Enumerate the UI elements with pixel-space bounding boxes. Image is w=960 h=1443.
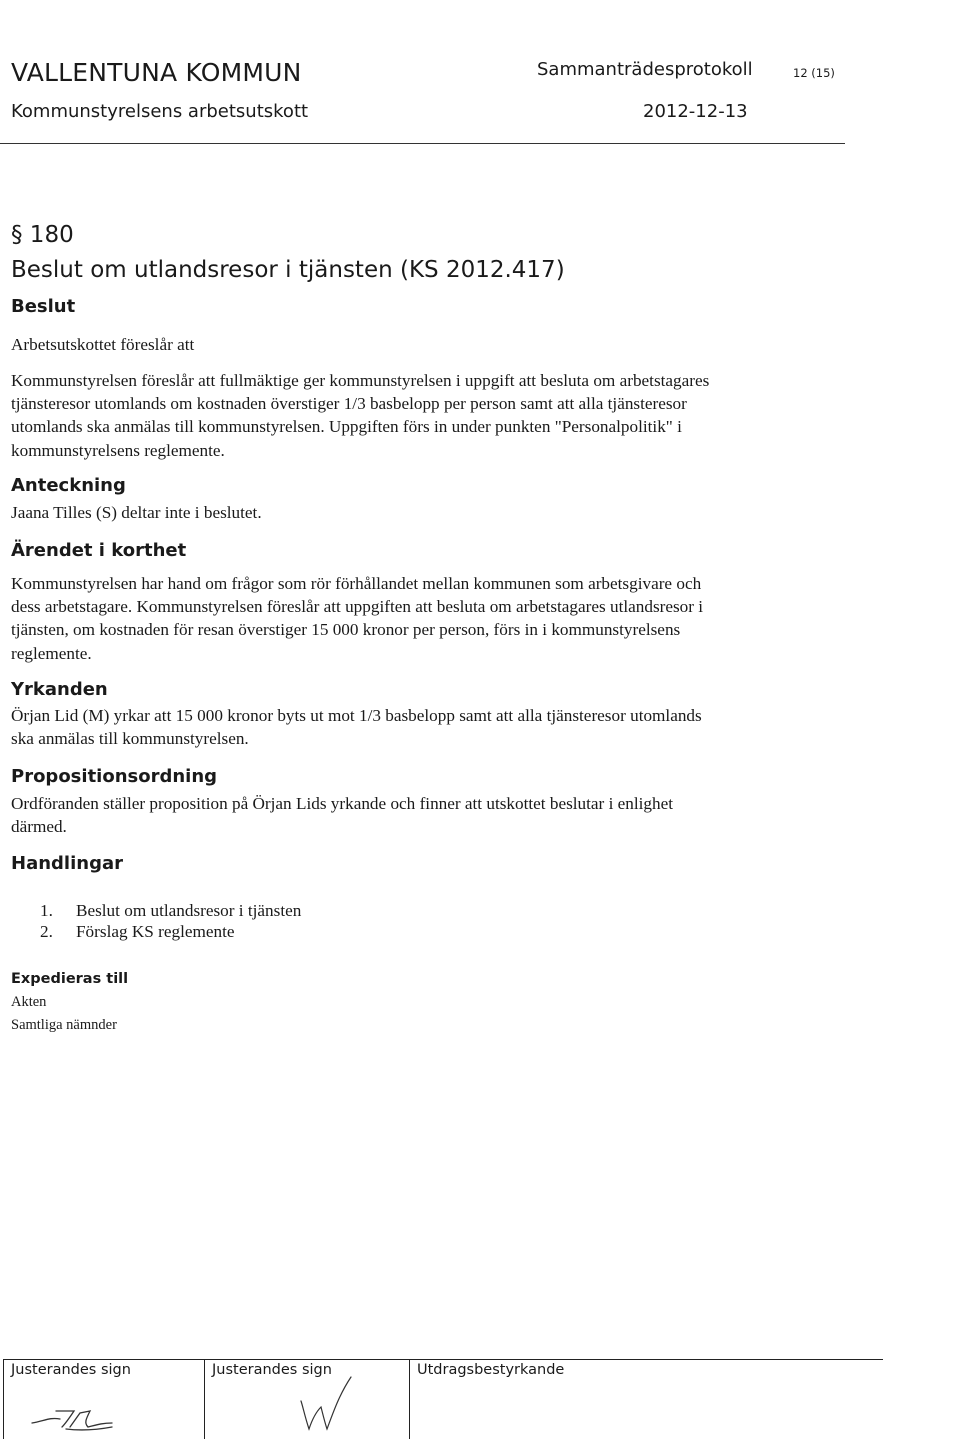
text-line: Ordföranden ställer proposition på Örjan Lids yrkande och finner att utskottet beslutar i enlighet [11,794,674,813]
signature-scribble-1-icon [26,1397,126,1437]
propositionsordning-paragraph [11,792,811,838]
signature-cell-label: Justerandes sign [212,1362,332,1378]
signature-cell-3 [409,1359,884,1439]
text-line: dess arbetstagare. Kommunstyrelsen föreslår att uppgiften att besluta om arbetstagares utlandsresor i [11,597,704,617]
organization-name: VALLENTUNA KOMMUN [11,58,302,87]
beslut-intro: Arbetsutskottet föreslår att [11,335,195,354]
list-item-number: 1. [40,901,53,920]
section-number: § 180 [11,222,74,248]
text-line: kommunstyrelsens reglemente. [11,440,225,460]
signature-table [3,1359,883,1439]
signature-cell-2 [204,1359,410,1439]
text-line: Örjan Lid (M) yrkar att 15 000 kronor byts ut mot 1/3 basbelopp samt att alla tjänsteresor utomlands [11,706,702,725]
arendet-paragraph [11,572,811,665]
handlingar-heading: Handlingar [11,853,123,874]
beslut-paragraph [11,369,811,462]
expedieras-heading: Expedieras till [11,971,129,987]
text-line: tjänsteresor utomlands om kostnaden överstiger 1/3 basbelopp per person samt att alla tjänsteresor [11,394,687,414]
propositionsordning-heading: Propositionsordning [11,766,218,787]
list-item-text: Beslut om utlandsresor i tjänsten [76,901,302,920]
meeting-date: 2012-12-13 [643,101,748,122]
handlingar-list [40,900,301,942]
beslut-heading: Beslut [11,296,76,317]
text-line: ska anmälas till kommunstyrelsen. [11,729,249,749]
list-item-text: Förslag KS reglemente [76,922,235,941]
list-item [40,900,301,921]
text-line: reglemente. [11,643,92,663]
signature-scribble-2-icon [295,1371,365,1437]
arendet-heading: Ärendet i korthet [11,540,187,561]
page-number: 12 (15) [793,66,835,80]
anteckning-heading: Anteckning [11,475,126,496]
list-item [40,921,301,942]
signature-cell-label: Justerandes sign [11,1362,131,1378]
expedieras-item: Samtliga nämnder [11,1017,117,1033]
signature-cell-1 [3,1359,205,1439]
yrkanden-heading: Yrkanden [11,679,108,700]
text-line: Kommunstyrelsen föreslår att fullmäktige ger kommunstyrelsen i uppgift att besluta om arbetstagares [11,371,710,390]
text-line: tjänsten, om kostnaden för resan överstiger 15 000 kronor per person, förs in i kommunstyrelsens [11,620,681,640]
list-item-number: 2. [40,922,53,941]
section-title: Beslut om utlandsresor i tjänsten (KS 2012.417) [11,257,565,283]
document-type: Sammanträdesprotokoll [537,59,753,80]
expedieras-item: Akten [11,994,47,1010]
yrkanden-paragraph [11,704,811,750]
committee-name: Kommunstyrelsens arbetsutskott [11,101,309,122]
signature-cell-label: Utdragsbestyrkande [417,1362,565,1378]
text-line: Kommunstyrelsen har hand om frågor som rör förhållandet mellan kommunen som arbetsgivare och [11,574,702,593]
text-line: utomlands ska anmälas till kommunstyrelsen. Uppgiften förs in under punkten "Personalpolitik" i [11,417,682,437]
text-line: därmed. [11,817,67,837]
header-divider [0,143,845,144]
anteckning-text: Jaana Tilles (S) deltar inte i beslutet. [11,503,262,522]
